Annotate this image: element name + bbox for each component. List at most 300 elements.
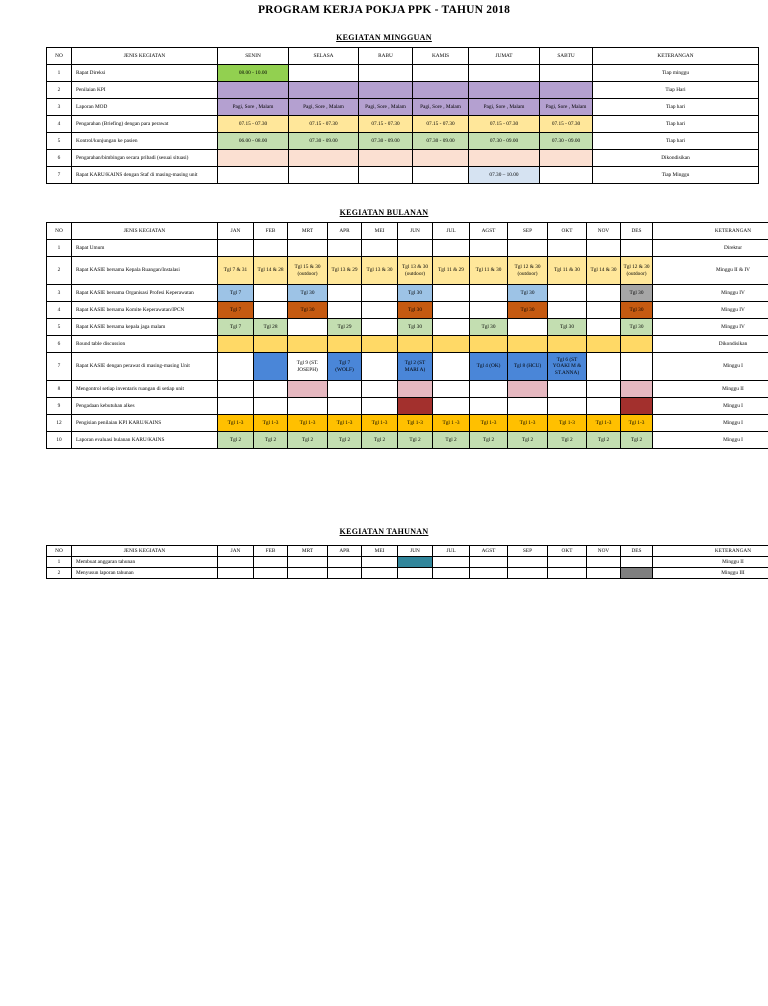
- row-number: 6: [47, 336, 72, 353]
- schedule-value: Tgl 1 -3: [442, 419, 460, 426]
- schedule-cell: [218, 82, 289, 99]
- schedule-cell: [218, 99, 289, 116]
- schedule-value: 07.30 - 09.00: [551, 137, 581, 144]
- schedule-value: Tgl 2: [521, 436, 534, 443]
- schedule-cell: [433, 285, 470, 302]
- schedule-cell: [328, 240, 362, 257]
- schedule-value: Tgl 29: [337, 323, 352, 330]
- schedule-cell: [289, 133, 359, 150]
- schedule-cell: [328, 568, 362, 579]
- schedule-value: Tgl 13 & 30: [366, 267, 393, 274]
- activity-name: Rapat KASIE bersama Komite Keperawatan/IPCN: [72, 302, 218, 319]
- schedule-value: Tgl 30: [408, 289, 422, 296]
- schedule-cell: [289, 150, 359, 167]
- schedule-cell: [470, 257, 508, 285]
- schedule-cell: [508, 257, 548, 285]
- schedule-cell: [254, 336, 288, 353]
- remark-cell: Minggu II: [653, 381, 768, 398]
- schedule-value: Tgl 12 & 30 (outdoor): [623, 264, 650, 277]
- schedule-cell: [218, 133, 289, 150]
- row-number: 2: [47, 568, 72, 579]
- schedule-value: Tgl 1-3: [480, 419, 497, 426]
- schedule-cell: [288, 415, 328, 432]
- schedule-cell: [433, 319, 470, 336]
- schedule-cell: [398, 398, 433, 415]
- schedule-cell: [288, 381, 328, 398]
- schedule-cell: [398, 415, 433, 432]
- schedule-cell: [621, 257, 653, 285]
- row-number: 7: [47, 167, 72, 184]
- column-header: MEI: [362, 546, 398, 557]
- column-header: OKT: [548, 546, 587, 557]
- schedule-value: 07.15 - 07.30: [426, 120, 455, 127]
- activity-name: Pengadaan kebutuhan alkes: [72, 398, 218, 415]
- schedule-value: Tgl 30: [629, 306, 644, 313]
- table-row: [47, 336, 768, 353]
- schedule-cell: [587, 285, 621, 302]
- schedule-value: Tgl 1-3: [371, 419, 388, 426]
- schedule-cell: [587, 557, 621, 568]
- schedule-value: Tgl 13 & 29: [331, 267, 358, 274]
- column-header: FEB: [254, 546, 288, 557]
- remark-cell: Minggu I: [653, 432, 768, 449]
- column-header: SEP: [508, 223, 548, 240]
- schedule-cell: [508, 319, 548, 336]
- schedule-cell: [254, 319, 288, 336]
- schedule-cell: [433, 257, 470, 285]
- schedule-cell: [254, 432, 288, 449]
- schedule-value: Pagi, Sore , Malam: [303, 103, 344, 110]
- activity-name: Kontrol/kunjungan ke pasien: [72, 133, 218, 150]
- schedule-cell: [470, 557, 508, 568]
- schedule-cell: [362, 353, 398, 381]
- schedule-cell: [540, 133, 593, 150]
- weekly-section-title: KEGIATAN MINGGUAN: [336, 33, 432, 42]
- schedule-cell: [548, 353, 587, 381]
- schedule-cell: [621, 432, 653, 449]
- schedule-cell: [548, 432, 587, 449]
- remark-cell: Dikondisikan: [653, 336, 768, 353]
- schedule-value: Tgl 2: [373, 436, 386, 443]
- column-header: JAN: [218, 546, 254, 557]
- schedule-cell: [469, 82, 540, 99]
- schedule-cell: [359, 133, 413, 150]
- weekly-header-row: [47, 48, 759, 65]
- schedule-cell: [362, 285, 398, 302]
- schedule-cell: [359, 65, 413, 82]
- row-number: 2: [47, 257, 72, 285]
- schedule-value: Tgl 2: [561, 436, 573, 443]
- schedule-cell: [621, 302, 653, 319]
- schedule-value: Pagi, Sore , Malam: [545, 103, 587, 110]
- schedule-value: Tgl 30: [560, 323, 574, 330]
- schedule-cell: [621, 568, 653, 579]
- schedule-cell: [470, 568, 508, 579]
- monthly-header-row: [47, 223, 768, 240]
- schedule-cell: [328, 353, 362, 381]
- schedule-value: Tgl 28: [263, 323, 278, 330]
- schedule-cell: [398, 336, 433, 353]
- schedule-value: Tgl 30: [520, 289, 535, 296]
- table-row: [47, 432, 768, 449]
- remark-cell: Minggu III: [653, 568, 768, 579]
- schedule-cell: [469, 167, 540, 184]
- schedule-value: Tgl 2: [264, 436, 277, 443]
- schedule-value: Tgl 8 (HCU): [513, 363, 542, 370]
- schedule-value: 07.30 - 09.00: [426, 137, 455, 144]
- schedule-cell: [289, 116, 359, 133]
- schedule-cell: [548, 302, 587, 319]
- schedule-cell: [359, 167, 413, 184]
- activity-name: Pengarahan/bimbingan secara pribadi (sesuai situasi): [72, 150, 218, 167]
- schedule-cell: [470, 240, 508, 257]
- schedule-cell: [587, 353, 621, 381]
- schedule-value: Tgl 1-3: [595, 419, 612, 426]
- column-header: NOV: [587, 223, 621, 240]
- schedule-cell: [621, 240, 653, 257]
- schedule-cell: [362, 302, 398, 319]
- column-header: SENIN: [218, 48, 289, 65]
- row-number: 6: [47, 150, 72, 167]
- schedule-cell: [218, 319, 254, 336]
- schedule-cell: [288, 398, 328, 415]
- schedule-cell: [587, 257, 621, 285]
- document-title: PROGRAM KERJA POKJA PPK - TAHUN 2018: [257, 4, 511, 16]
- column-header: MRT: [288, 546, 328, 557]
- column-header: SELASA: [289, 48, 359, 65]
- schedule-value: Pagi, Sore , Malam: [420, 103, 461, 110]
- schedule-value: Tgl 1-3: [336, 419, 353, 426]
- row-number: 1: [47, 240, 72, 257]
- schedule-value: Tgl 1-3: [519, 419, 536, 426]
- schedule-cell: [433, 415, 470, 432]
- activity-name: Laporan MOD: [72, 99, 218, 116]
- schedule-cell: [433, 240, 470, 257]
- column-header: NOV: [587, 546, 621, 557]
- schedule-cell: [398, 319, 433, 336]
- schedule-cell: [548, 319, 587, 336]
- schedule-cell: [328, 285, 362, 302]
- row-number: 9: [47, 398, 72, 415]
- column-header: APR: [328, 223, 362, 240]
- row-number: 4: [47, 302, 72, 319]
- table-row: [47, 116, 759, 133]
- schedule-cell: [413, 99, 469, 116]
- yearly-section-title: KEGIATAN TAHUNAN: [339, 527, 429, 536]
- schedule-cell: [508, 353, 548, 381]
- table-row: [47, 167, 759, 184]
- schedule-value: Tgl 1-3: [407, 419, 423, 426]
- schedule-cell: [540, 82, 593, 99]
- schedule-cell: [433, 432, 470, 449]
- table-row: [47, 319, 768, 336]
- activity-name: Membuat anggaran tahunan: [72, 557, 218, 568]
- row-number: 3: [47, 99, 72, 116]
- schedule-cell: [254, 240, 288, 257]
- column-header: JUL: [433, 546, 470, 557]
- schedule-cell: [470, 302, 508, 319]
- schedule-value: Tgl 30: [629, 289, 644, 296]
- column-header: NO: [47, 546, 72, 557]
- schedule-cell: [362, 336, 398, 353]
- schedule-cell: [289, 99, 359, 116]
- schedule-cell: [548, 557, 587, 568]
- remark-cell: Minggu I: [653, 398, 768, 415]
- schedule-value: Tgl 14 & 30: [590, 267, 617, 274]
- activity-name: Rapat KASIE bersama Organisasi Profesi Keperawatan: [72, 285, 218, 302]
- schedule-cell: [470, 381, 508, 398]
- schedule-cell: [218, 336, 254, 353]
- schedule-value: Tgl 30: [300, 306, 315, 313]
- schedule-cell: [254, 557, 288, 568]
- schedule-cell: [254, 415, 288, 432]
- schedule-cell: [621, 285, 653, 302]
- monthly-section-title: KEGIATAN BULANAN: [339, 208, 429, 217]
- schedule-cell: [288, 319, 328, 336]
- table-row: [47, 353, 768, 381]
- activity-name: Penilaian KPI: [72, 82, 218, 99]
- remark-cell: Minggu II: [653, 557, 768, 568]
- schedule-cell: [359, 99, 413, 116]
- schedule-value: Tgl 14 & 28: [257, 267, 284, 274]
- remark-cell: Tiap minggu: [593, 65, 759, 82]
- column-header: KETERANGAN: [593, 48, 759, 65]
- schedule-cell: [288, 557, 328, 568]
- schedule-value: Tgl 2: [409, 436, 421, 443]
- column-header: OKT: [548, 223, 587, 240]
- schedule-value: Tgl 7: [229, 323, 242, 330]
- schedule-cell: [362, 319, 398, 336]
- schedule-value: 07.30 - 09.00: [489, 137, 519, 144]
- schedule-cell: [362, 381, 398, 398]
- schedule-cell: [254, 381, 288, 398]
- schedule-value: Tgl 30: [408, 323, 422, 330]
- column-header: FEB: [254, 223, 288, 240]
- column-header: SABTU: [540, 48, 593, 65]
- column-header: NO: [47, 48, 72, 65]
- yearly-table: [46, 545, 768, 579]
- schedule-cell: [470, 319, 508, 336]
- schedule-cell: [621, 336, 653, 353]
- schedule-cell: [508, 415, 548, 432]
- schedule-cell: [413, 65, 469, 82]
- schedule-cell: [398, 302, 433, 319]
- column-header: AGST: [470, 546, 508, 557]
- table-row: [47, 415, 768, 432]
- schedule-value: Pagi, Sore , Malam: [483, 103, 525, 110]
- activity-name: Rapat Umum: [72, 240, 218, 257]
- schedule-cell: [470, 353, 508, 381]
- table-row: [47, 557, 768, 568]
- schedule-cell: [413, 167, 469, 184]
- schedule-value: Tgl 30: [629, 323, 644, 330]
- schedule-value: Tgl 2: [630, 436, 643, 443]
- schedule-value: 07.15 - 07.30: [309, 120, 338, 127]
- activity-name: Pengarahan (Briefing) dengan para perawat: [72, 116, 218, 133]
- remark-cell: Minggu I: [653, 353, 768, 381]
- schedule-cell: [433, 557, 470, 568]
- schedule-cell: [587, 398, 621, 415]
- schedule-value: Tgl 1-3: [227, 419, 244, 426]
- schedule-cell: [362, 398, 398, 415]
- schedule-value: Tgl 30: [300, 289, 315, 296]
- schedule-cell: [540, 99, 593, 116]
- remark-cell: Tiap hari: [593, 99, 759, 116]
- column-header: KAMIS: [413, 48, 469, 65]
- schedule-cell: [548, 398, 587, 415]
- schedule-cell: [548, 415, 587, 432]
- schedule-cell: [398, 557, 433, 568]
- schedule-cell: [254, 285, 288, 302]
- column-header: JUN: [398, 546, 433, 557]
- schedule-value: Tgl 1-3: [559, 419, 575, 426]
- column-header: MEI: [362, 223, 398, 240]
- schedule-value: Tgl 2: [445, 436, 457, 443]
- column-header: MRT: [288, 223, 328, 240]
- schedule-cell: [328, 381, 362, 398]
- activity-name: Laporan evaluasi bulanan KARU/KAINS: [72, 432, 218, 449]
- weekly-table: [46, 47, 759, 184]
- schedule-cell: [508, 336, 548, 353]
- schedule-value: Tgl 2: [229, 436, 242, 443]
- remark-cell: Dikondisikan: [593, 150, 759, 167]
- schedule-cell: [288, 240, 328, 257]
- schedule-cell: [398, 257, 433, 285]
- schedule-value: 08.00 - 10.00: [238, 69, 268, 76]
- schedule-cell: [433, 381, 470, 398]
- activity-name: Rapat KASIE bersama kepala jaga malam: [72, 319, 218, 336]
- schedule-value: Pagi, Sore , Malam: [365, 103, 406, 110]
- schedule-cell: [254, 568, 288, 579]
- activity-name: Rapat KASIE dengan perawat di masing-masing Unit: [72, 353, 218, 381]
- yearly-header-row: [47, 546, 768, 557]
- row-number: 3: [47, 285, 72, 302]
- schedule-cell: [218, 432, 254, 449]
- schedule-value: Tgl 15 & 30 (outdoor): [294, 264, 321, 277]
- schedule-cell: [288, 432, 328, 449]
- schedule-cell: [413, 150, 469, 167]
- schedule-cell: [398, 568, 433, 579]
- schedule-cell: [362, 557, 398, 568]
- schedule-cell: [328, 319, 362, 336]
- schedule-cell: [254, 257, 288, 285]
- column-header: JAN: [218, 223, 254, 240]
- schedule-cell: [398, 353, 433, 381]
- row-number: 5: [47, 133, 72, 150]
- remark-cell: Tiap hari: [593, 116, 759, 133]
- column-header: NO: [47, 223, 72, 240]
- remark-cell: Minggu II & IV: [653, 257, 768, 285]
- column-header: SEP: [508, 546, 548, 557]
- schedule-cell: [359, 116, 413, 133]
- schedule-value: Tgl 30: [520, 306, 535, 313]
- schedule-cell: [548, 568, 587, 579]
- schedule-cell: [362, 568, 398, 579]
- schedule-value: Tgl 30: [408, 306, 422, 313]
- schedule-cell: [218, 150, 289, 167]
- table-row: [47, 150, 759, 167]
- schedule-cell: [508, 568, 548, 579]
- schedule-cell: [218, 353, 254, 381]
- remark-cell: Minggu IV: [653, 319, 768, 336]
- schedule-cell: [621, 381, 653, 398]
- schedule-cell: [587, 302, 621, 319]
- schedule-value: Tgl 7: [229, 289, 242, 296]
- schedule-value: 07.30 - 09.00: [371, 137, 400, 144]
- schedule-cell: [587, 381, 621, 398]
- schedule-value: 07.30 - 09.00: [309, 137, 338, 144]
- column-header: JUN: [398, 223, 433, 240]
- schedule-cell: [362, 240, 398, 257]
- schedule-cell: [413, 116, 469, 133]
- table-row: [47, 257, 768, 285]
- schedule-cell: [328, 336, 362, 353]
- schedule-cell: [540, 150, 593, 167]
- table-row: [47, 302, 768, 319]
- schedule-value: 07.15 - 07.30: [489, 120, 519, 127]
- row-number: 7: [47, 353, 72, 381]
- schedule-cell: [469, 65, 540, 82]
- schedule-value: 06.00 - 08.00: [238, 137, 268, 144]
- schedule-cell: [548, 257, 587, 285]
- schedule-cell: [218, 167, 289, 184]
- schedule-cell: [548, 240, 587, 257]
- column-header: KETERANGAN: [653, 223, 768, 240]
- schedule-cell: [328, 415, 362, 432]
- schedule-cell: [398, 285, 433, 302]
- schedule-value: Tgl 1-3: [628, 419, 645, 426]
- column-header: JENIS KEGIATAN: [72, 546, 218, 557]
- schedule-value: Tgl 7 & 31: [223, 267, 248, 274]
- schedule-cell: [289, 65, 359, 82]
- schedule-value: Tgl 6 (ST YOAKI M & ST.ANNA): [552, 357, 582, 376]
- schedule-cell: [470, 415, 508, 432]
- remark-cell: Minggu I: [653, 415, 768, 432]
- row-number: 5: [47, 319, 72, 336]
- table-row: [47, 398, 768, 415]
- schedule-cell: [621, 398, 653, 415]
- schedule-value: 07.15 - 07.30: [371, 120, 400, 127]
- schedule-cell: [328, 302, 362, 319]
- activity-name: Menyusun laporan tahunan: [72, 568, 218, 579]
- schedule-cell: [288, 336, 328, 353]
- schedule-cell: [587, 432, 621, 449]
- table-row: [47, 82, 759, 99]
- schedule-cell: [289, 167, 359, 184]
- schedule-value: Tgl 2: [482, 436, 495, 443]
- schedule-cell: [218, 381, 254, 398]
- column-header: KETERANGAN: [653, 546, 768, 557]
- row-number: 1: [47, 557, 72, 568]
- remark-cell: Tiap hari: [593, 133, 759, 150]
- row-number: 12: [47, 415, 72, 432]
- schedule-cell: [288, 257, 328, 285]
- schedule-cell: [218, 415, 254, 432]
- column-header: DES: [621, 546, 653, 557]
- schedule-cell: [508, 381, 548, 398]
- schedule-cell: [289, 82, 359, 99]
- table-row: [47, 99, 759, 116]
- schedule-value: Tgl 2 (ST MARI A): [404, 360, 426, 373]
- schedule-cell: [469, 99, 540, 116]
- schedule-value: Tgl 4 (OK): [476, 363, 501, 370]
- column-header: JENIS KEGIATAN: [72, 48, 218, 65]
- schedule-cell: [587, 240, 621, 257]
- schedule-cell: [328, 432, 362, 449]
- schedule-value: Tgl 7 (WOLF): [335, 360, 354, 373]
- schedule-cell: [433, 568, 470, 579]
- schedule-cell: [548, 285, 587, 302]
